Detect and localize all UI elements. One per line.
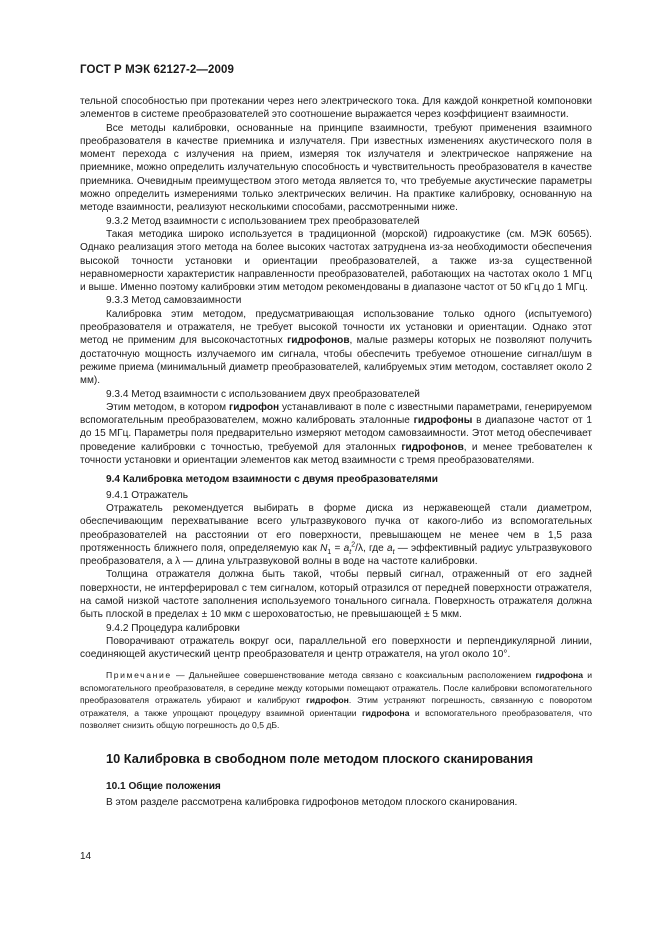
subsection-9-3-3-heading: 9.3.3 Метод самовзаимности [106,295,242,307]
page-number: 14 [80,851,92,862]
paragraph-planar-scanning: В этом разделе рассмотрена калибровка гидрофонов методом плоского сканирования. [106,797,518,809]
subsection-9-3-2-heading: 9.3.2 Метод взаимности с использованием трех преобразователей [106,215,420,227]
section-10-1-heading: 10.1 Общие положения [106,780,221,792]
paragraph-self-reciprocity: Калибровка этим методом, предусматривающая использование только одного (испытуемого) преобразователя и отражателя, не требует высокой точности их установки и ориентации. Однако этот метод не применим для высокочастотных гидрофонов, малые размеры которых не позволяют получить достаточную мощность излучаемого им сигнала, чтобы обеспечить требуемое отношение сигнал/шум в режиме приема (минимальный диаметр преобразователей, калибруемых этим методом, составляет около 2 мм). [80,308,592,387]
subsection-9-4-2-heading: 9.4.2 Процедура калибровки [106,622,240,634]
note-label: Примечание [106,670,172,681]
note-paragraph: Примечание — Дальнейшее совершенствование метода связано с коаксиальным расположением гидрофона и вспомогательного преобразователя, в середине между которыми помещают отражатель. После калибровки вспомогательного преобразователя отражатель убирают и калибруют гидрофон. Этим устраняют погрешность, связанную с поворотом отражателя, а также упрощают процедуру взаимной ориентации гидрофона и вспомогательного преобразователя, что позволяет снизить общую погрешность до 0,5 дБ. [80,670,592,731]
paragraph-reflector-thickness: Толщина отражателя должна быть такой, чтобы первый сигнал, отраженный от его задней поверхности, не интерферировал с тем сигналом, который отразился от передней поверхности отражателя, на самой низкой частоте заполнения используемого тонального сигнала. Поверхность отражателя должна быть плоской в пределах ± 10 мкм с шероховатостью, не превышающей ± 5 мкм. [80,569,592,621]
section-10-heading: 10 Калибровка в свободном поле методом плоского сканирования [106,750,534,766]
standard-header: ГОСТ Р МЭК 62127-2—2009 [80,64,234,76]
paragraph-continuation: тельной способностью при протекании через него электрического тока. Для каждой конкретной компоновки элементов в системе преобразователей это соотношение выражается через коэффициент взаимности. [80,96,592,121]
paragraph-three-transducer: Такая методика широко используется в традиционной (морской) гидроакустике (см. МЭК 60565). Однако реализация этого метода на более высоких частотах затруднена из-за необходимости обеспечения высокой точности установки и ориентации преобразователей, а также из-за существенной неравномерности характеристик направленности преобразователей, работающих на частотах около 1 МГц и выше. Именно поэтому калибровки этим методом рекомендованы в диапазоне частот от 50 кГц до 1 МГц. [80,228,592,294]
page-content [80,95,592,810]
paragraph-reciprocity-methods: Все методы калибровки, основанные на принципе взаимности, требуют применения взаимного преобразователя в качестве приемника и излучателя. При известных изменениях акустического поля в момент перехода с излучения на прием, измеряя ток излучателя и электрическое напряжение на приемнике, можно определить излучательную способность и чувствительность преобразователя в качестве приемника. Очевидным преимуществом этого метода является то, что требуемые акустические параметры можно определить измерениями только электрических величин. На практике калибровку, основанную на методе взаимности, реализуют несколькими способами, рассмотренными ниже. [80,122,592,214]
subsection-9-4-1-heading: 9.4.1 Отражатель [106,489,189,501]
subsection-9-3-4-heading: 9.3.4 Метод взаимности с использованием двух преобразователей [106,388,420,400]
paragraph-calibration-procedure: Поворачивают отражатель вокруг оси, параллельной его поверхности и перпендикулярной линии, соединяющей акустический центр преобразователя и центр отражателя, на угол около 10°. [80,635,592,661]
paragraph-two-transducer: Этим методом, в котором гидрофон устанавливают в поле с известными параметрами, генерируемом вспомогательным преобразователем, можно калибровать эталонные гидрофоны в диапазоне частот от 1 до 15 МГц. Параметры поля предварительно измеряют методом самовзаимности. Этот метод обеспечивает проведение калибровки с точностью, требуемой для эталонных гидрофонов, и менее требователен к точности установки и ориентации элементов как метод взаимности с тремя преобразователями. [80,401,592,467]
paragraph-reflector: Отражатель рекомендуется выбирать в форме диска из нержавеющей стали диаметром, обеспечивающим перехватывание всего ультразвукового пучка от какого-либо из вспомогательных преобразователей на расстоянии от его поверхности, превышающем не менее чем в 1,5 раза протяженность ближнего поля, определяемую как $N_1 = a_t^2/\lambda$, где $a_t$ — эффективный радиус ультразвукового преобразователя, а λ — длина ультразвуковой волны в воде на частоте калибровки. [80,502,593,568]
section-9-4-heading: 9.4 Калибровка методом взаимности с двумя преобразователями [106,474,438,486]
